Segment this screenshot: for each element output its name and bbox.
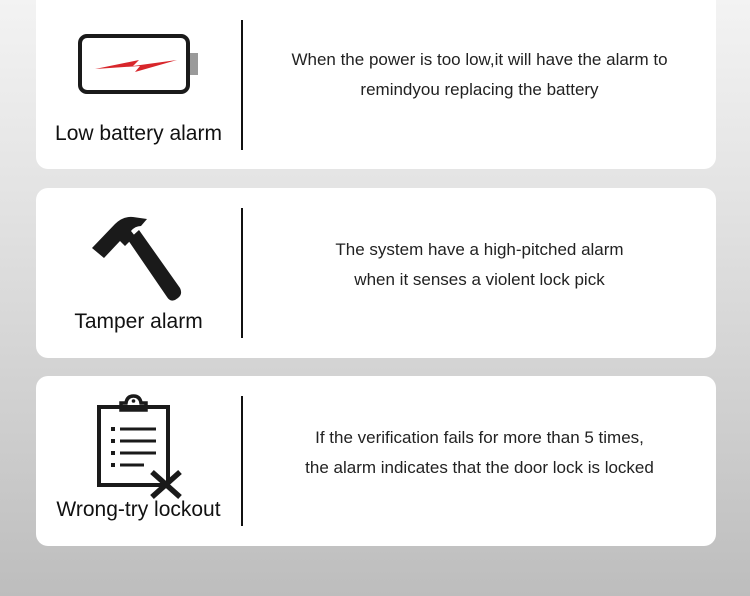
description-line: When the power is too low,it will have the alarm to: [291, 49, 668, 69]
feature-icon-area: [36, 376, 241, 546]
description-line: If the verification fails for more than 5 times,: [315, 428, 644, 447]
low-battery-icon: [77, 33, 201, 97]
description-line: The system have a high-pitched alarm: [335, 240, 624, 259]
feature-icon-area: [36, 188, 241, 358]
description-line: the alarm indicates that the door lock is locked: [305, 458, 654, 477]
feature-card-tamper: [36, 188, 716, 358]
description-line: when it senses a violent lock pick: [354, 270, 605, 289]
feature-description: [243, 172, 716, 358]
feature-label: Tamper alarm: [74, 310, 203, 333]
description-line: remindyou replacing the battery: [360, 79, 599, 99]
feature-icon-area: [36, 0, 241, 170]
feature-description: [243, 360, 716, 546]
feature-label: Wrong-try lockout: [56, 498, 221, 521]
feature-card-low-battery: [36, 0, 716, 169]
feature-label: Low battery alarm: [55, 122, 222, 145]
feature-description: [243, 0, 716, 169]
clipboard-x-icon: [94, 394, 184, 500]
feature-card-wrong-try: [36, 376, 716, 546]
hammer-icon: [91, 214, 187, 304]
